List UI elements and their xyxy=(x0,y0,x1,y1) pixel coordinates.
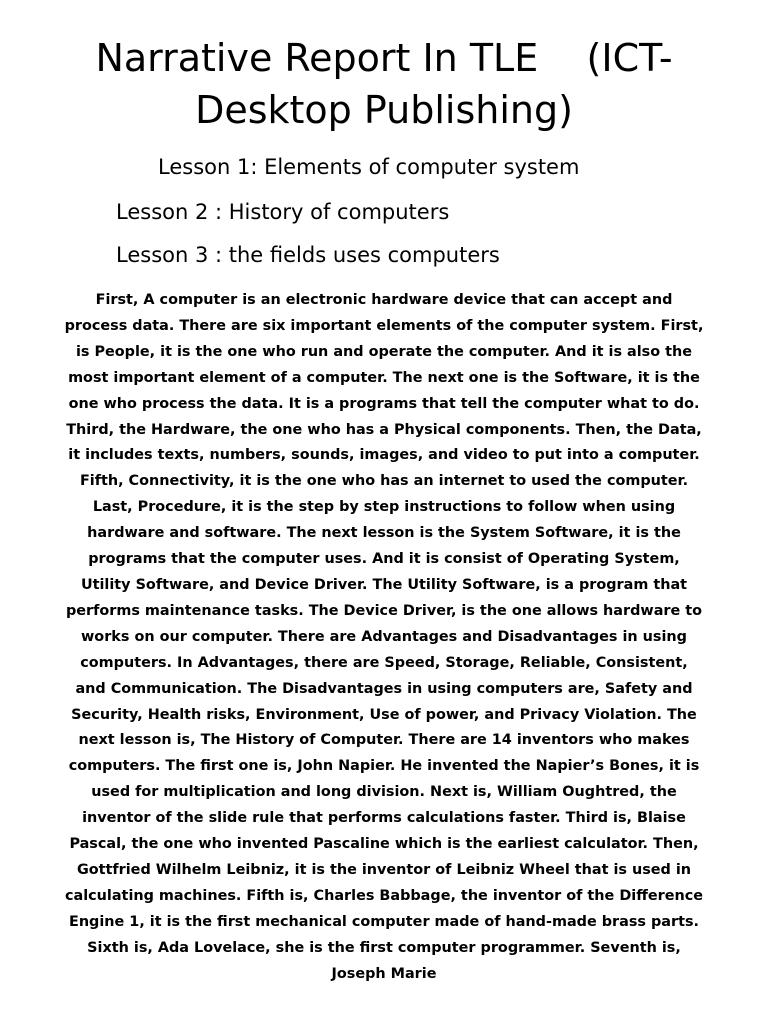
lesson-3-heading: Lesson 3 : the fields uses computers xyxy=(116,243,500,267)
body-paragraph: First, A computer is an electronic hardware device that can accept and process data. There are six important elements of the computer system. First, is People, it is the one who run and operate the computer. And it is also the most important element of a computer. The next one is the Software, it is the one who process the data. It is a programs that tell the computer what to do. Third, the Hardware, the one who has a Physical components. Then, the Data, it includes texts, numbers, sounds, images, and video to put into a computer. Fifth, Connectivity, it is the one who has an internet to used the computer. Last, Procedure, it is the step by step instructions to follow when using hardware and software. The next lesson is the System Software, it is the programs that the computer uses. And it is consist of Operating System, Utility Software, and Device Driver. The Utility Software, is a program that performs maintenance tasks. The Device Driver, is the one allows hardware to works on our computer. There are Advantages and Disadvantages in using computers. In Advantages, there are Speed, Storage, Reliable, Consistent, and Communication. The Disadvantages in using computers are, Safety and Security, Health risks, Environment, Use of power, and Privacy Violation. The next lesson is, The History of Computer. There are 14 inventors who makes computers. The first one is, John Napier. He invented the Napier’s Bones, it is used for multiplication and long division. Next is, William Oughtred, the inventor of the slide rule that performs calculations faster. Third is, Blaise Pascal, the one who invented Pascaline which is the earliest calculator. Then, Gottfried Wilhelm Leibniz, it is the inventor of Leibniz Wheel that is used in calculating machines. Fifth is, Charles Babbage, the inventor of the Difference Engine 1, it is the first mechanical computer made of hand-made brass parts. Sixth is, Ada Lovelace, she is the first computer programmer. Seventh is, Joseph Marie xyxy=(64,292,704,982)
document-title: Narrative Report In TLE (ICT- Desktop Publishing) xyxy=(95,36,673,132)
lesson-2-heading: Lesson 2 : History of computers xyxy=(116,200,450,224)
lesson-1-heading: Lesson 1: Elements of computer system xyxy=(158,155,580,179)
